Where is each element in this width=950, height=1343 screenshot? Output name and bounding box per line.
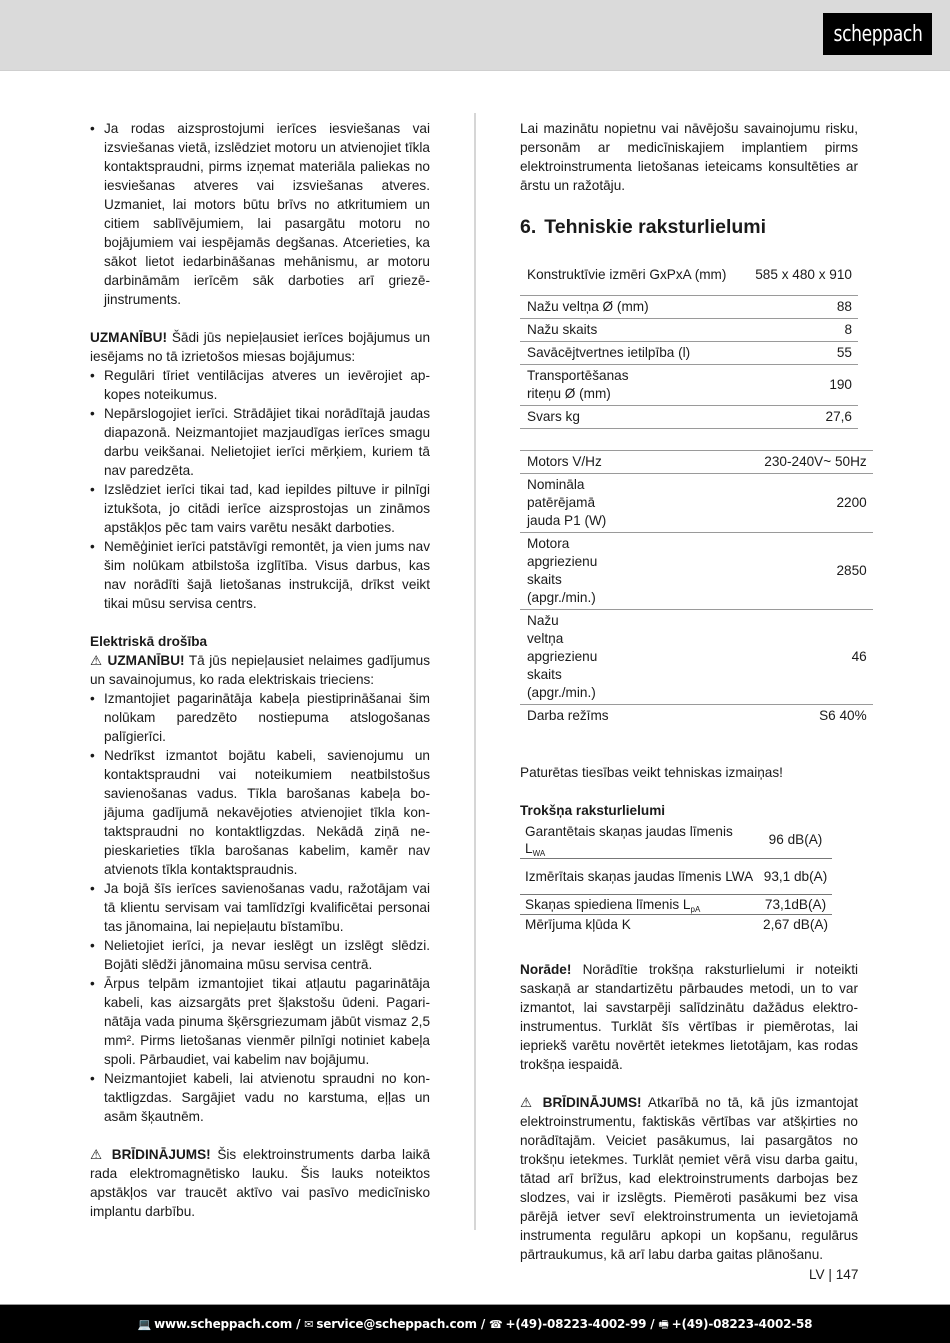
section-number: 6. [520, 216, 537, 238]
rights-note: Paturētas tiesības veikt tehniskas izmaiņas! [520, 764, 783, 780]
spec-value: S6 40% [819, 707, 867, 723]
spec-value: 88 [748, 295, 858, 318]
spec-label: Nažu skaits [520, 318, 748, 341]
noise-value: 2,67 dB(A) [763, 916, 828, 932]
list-item: • Nelietojiet ierīci, ja nevar ieslēgt un izslēgt slēdzi. Bojāti slēdži jānomaina mūsu servisa centrā. [90, 936, 430, 974]
list-item: • Ja bojā šīs ierīces savienošanas vadu, ražotājam vai tā klientu servisam vai tamlīdzīgi kvalificētai personai tas jānomaina, lai nepieļautu bīstamību. [90, 879, 430, 936]
list-item: • Regulāri tīriet ventilācijas atveres un ievērojiet apkopes noteikumus. [90, 366, 430, 404]
warning-icon: ⚠ [520, 1094, 536, 1110]
caution-paragraph [90, 328, 430, 366]
table-row [520, 405, 858, 428]
spec-table-motor [520, 450, 873, 727]
spec-value: 55 [748, 341, 858, 364]
list-item: • Ja rodas aizsprostojumi ierīces iesviešanas vai izsviešanas vietā, izslēdziet motoru un atvienojiet tīkla kontaktspraudni, pirms izņemat materiāla paliekas no iesviešanas atveres vai izsviešanas atveres. Uzmaniet, lai motors būtu brīvs no atkritumiem un citiem sablīvējumiem, lai pasargātu motoru no bojājumiem vai iespējamās degšanas. Atcerieties, ka sākot lietot iedarbināšanas mehānismu, ar motoru darbināmām ierīcēm sāk darboties arī griezējinstruments. [90, 119, 430, 309]
table-row [520, 704, 873, 727]
spec-value: 585 x 480 x 910 [748, 255, 858, 295]
note-label: Norāde! [520, 961, 572, 977]
table-row [520, 473, 873, 532]
footer-fax: +(49)-08223-4002-58 [671, 1316, 813, 1331]
emf-warning-paragraph [90, 1145, 430, 1221]
brand-name: scheppach [833, 21, 922, 47]
spec-value: 8 [748, 318, 858, 341]
noise-label-text: Garantētais skaņas jaudas līmenis L [525, 823, 733, 856]
caution-label: UZMANĪBU! [90, 330, 168, 345]
footer-separator: / [480, 1316, 485, 1331]
mail-icon: ✉ [304, 1317, 314, 1331]
noise-note-paragraph [520, 960, 858, 1074]
spec-label: Svars kg [520, 405, 748, 428]
footer-website-link[interactable]: www.scheppach.com [154, 1316, 293, 1331]
noise-label-sub: pA [690, 904, 701, 914]
footer-phone: +(49)-08223-4002-99 [505, 1316, 647, 1331]
noise-warning-paragraph [520, 1093, 858, 1264]
table-row [520, 914, 832, 934]
table-row [520, 532, 873, 609]
noise-label [520, 858, 758, 894]
implant-note: Lai mazinātu nopietnu vai nāvējošu savainojumu risku, personām ar medicīniskajiem implantiem pirms elektroinstrumenta lietošanas ieteicams konsultēties ar ārstu un ražotāju. [520, 121, 858, 193]
footer-email-link[interactable]: service@scheppach.com [316, 1316, 477, 1331]
spec-value: 2200 [757, 473, 872, 532]
left-column [90, 119, 430, 1221]
noise-label-text: Izmērītais skaņas jaudas līmenis LWA [525, 868, 754, 884]
caution-text: Tā jūs nepieļausiet nelaimes gadījumus un savainojumus, ko rada elektriskais trieciens: [90, 653, 431, 687]
table-row [520, 858, 832, 894]
spec-value: 46 [757, 609, 872, 704]
electrical-bullet-list [90, 689, 430, 1126]
noise-heading: Trokšņa raksturlielumi [520, 802, 666, 818]
list-item: • Izslēdziet ierīci tikai tad, kad iepildes piltuve ir pilnīgi iztukšota, jo citādi ierīce aizsprostojas un zināmos apstākļos pēc tam vairs varētu nesākt darboties. [90, 480, 430, 537]
noise-label [520, 894, 758, 914]
table-row [520, 341, 858, 364]
spec-label: Nažu veltņa Ø (mm) [520, 295, 748, 318]
list-item: • Nepārslogojiet ierīci. Strādājiet tikai norādītajā jaudas diapazonā. Neizmantojiet mazjaudīgas ierīces smagu darbu veikšanai. Nelietojiet ierīci mērķiem, kuriem tā nav paredzēta. [90, 404, 430, 480]
spec-value: 230-240V~ 50Hz [757, 450, 872, 473]
caution-label: UZMANĪBU! [107, 653, 185, 668]
noise-label [520, 822, 758, 859]
list-item: • Neizmantojiet kabeli, lai atvienotu spraudni no kontaktligzdas. Sargājiet vadu no karstuma, eļļas un asām šķautnēm. [90, 1069, 430, 1126]
warning-label: BRĪDINĀJUMS! [111, 1147, 211, 1162]
noise-table [520, 822, 832, 934]
column-divider [474, 113, 476, 1230]
scheppach-logo [823, 13, 932, 55]
noise-value: 73,1dB(A) [758, 894, 832, 914]
table-row [520, 822, 832, 859]
phone-icon: ☎ [489, 1317, 503, 1331]
spec-label: Nomināla patērējamā jauda P1 (W) [520, 473, 757, 532]
list-item: • Nedrīkst izmantot bojātu kabeli, savienojumu un kontaktspraudni vai noteikumiem neatbilstošus savienošanas vadus. Tīkla barošanas kabeļa bojājuma gadījumā nekavējoties atvienojiet tīkla kontaktspraudni no kontaktligzdas. Nekādā ziņā nepieskarieties tīkla barošanas kabelim, kamēr nav atvienots tīkla kontaktspraudnis. [90, 746, 430, 879]
caution-bullet-list [90, 366, 430, 613]
footer-separator: / [296, 1316, 301, 1331]
spec-value: 2850 [757, 532, 872, 609]
noise-value: 96 dB(A) [758, 822, 832, 859]
warning-text: Atkarībā no tā, kā jūs izmantojat elektroinstrumentu, faktiskās vērtības var atšķirties no norādītajām. Veiciet pasākumus, lai pasargātos no trokšņu ietekmes. Turklāt ņemiet vērā visu darba gaitu, tātad arī brīžus, kad elektroinstruments darbojas bez slodzes, vai ir izslēgts. Piemēroti pasākumi bez visa pārējā ietver sevī elektroinstrumenta un ievietojamā instrumenta regulāru apkopi un kopšanu, regulārus pārtraukumus, kā arī labu darba gaitas plānošanu. [520, 1094, 858, 1262]
table-row [520, 450, 873, 473]
electrical-caution-paragraph [90, 651, 430, 689]
noise-label [520, 914, 758, 934]
spec-value: 190 [748, 364, 858, 405]
noise-label-text: Mērījuma kļūda K [525, 916, 631, 932]
page-number-value: 147 [835, 1267, 859, 1282]
spec-label: Konstruktīvie izmēri GxPxA (mm) [520, 255, 748, 295]
noise-value: 93,1 db(A) [758, 858, 832, 894]
spec-label: Motora apgriezienu skaits (apgr./min.) [520, 532, 757, 609]
spec-label: Motors V/Hz [520, 450, 757, 473]
electrical-safety-heading: Elektriskā drošība [90, 634, 208, 649]
warning-icon: ⚠ [90, 1147, 106, 1162]
caution-text: Šādi jūs nepieļausiet ierīces bojājumus un iesējams no tā izrietošos miesas bojājumus: [90, 330, 430, 364]
noise-label-text: Skaņas spiediena līmenis L [525, 896, 691, 912]
spec-table-dimensions [520, 255, 858, 429]
list-item: • Nemēģiniet ierīci patstāvīgi remontēt, ja vien jums nav šim nolūkam atbilstoša izglītība. Visus darbus, kas nav norādīti šajā lietošanas instrukcijā, drīkst veikt tikai mūsu servisa centrs. [90, 537, 430, 613]
page-number [809, 1265, 858, 1284]
table-row [520, 894, 832, 914]
page-footer [0, 1304, 950, 1343]
warning-icon: ⚠ [90, 653, 103, 668]
spec-label: Darba režīms [527, 707, 609, 723]
footer-separator: / [650, 1316, 655, 1331]
spec-value: 27,6 [748, 405, 858, 428]
list-item: • Izmantojiet pagarinātāja kabeļa piestiprināšanai šim nolūkam paredzēto nostiepuma atslogošanas palīgierīci. [90, 689, 430, 746]
section-heading [520, 215, 858, 239]
list-item: • Ārpus telpām izmantojiet tikai atļautu pagarinātāja kabeli, kas aizsargāts pret šļakstošu ūdeni. Pagarinātāja vada pinuma šķērsgriezumam jābūt vismaz 2,5 mm². Pirms lietošanas vienmēr pilnīgi notiniet kabeļa spoli. Pārbaudiet, vai kabelim nav bojājumu. [90, 974, 430, 1069]
page-number-separator: | [828, 1267, 832, 1282]
noise-label-sub: WA [532, 848, 546, 858]
spec-label: Nažu veltņa apgriezienu skaits (apgr./min.) [520, 609, 757, 704]
note-text: Norādītie trokšņa raksturlielumi ir noteikti saskaņā ar standartizētu pārbaudes metodi, un to var izmantot, lai savstarpēji salīdzinātu dažādus elektroinstrumentus. Turklāt šīs vērtības ir piemērotas, lai iepriekš varētu novērtēt ietekmes lietotājam, kas rodas trokšņa iespaidā. [520, 961, 858, 1072]
spec-label: Savācējtvertnes ietilpība (l) [520, 341, 748, 364]
table-row [520, 364, 858, 405]
table-row [520, 255, 858, 295]
right-column [520, 119, 867, 1264]
warning-label: BRĪDINĀJUMS! [542, 1094, 642, 1110]
language-code: LV [809, 1267, 825, 1282]
computer-icon: 💻 [137, 1317, 152, 1331]
spec-label: Transportēšanas riteņu Ø (mm) [520, 364, 748, 405]
intro-bullet-list [90, 119, 430, 309]
table-row [520, 318, 858, 341]
table-row [520, 609, 873, 704]
warning-text: Šis elektroinstruments darba laikā rada elektromagnētisko lauku. Šis lauks noteiktos apstākļos var traucēt aktīvo vai pasīvo medicīnisko implantu darbību. [90, 1147, 431, 1219]
table-row [520, 295, 858, 318]
section-title: Tehniskie raksturlielumi [544, 216, 767, 238]
fax-icon: 🖷 [658, 1317, 669, 1331]
page-header [0, 0, 950, 71]
